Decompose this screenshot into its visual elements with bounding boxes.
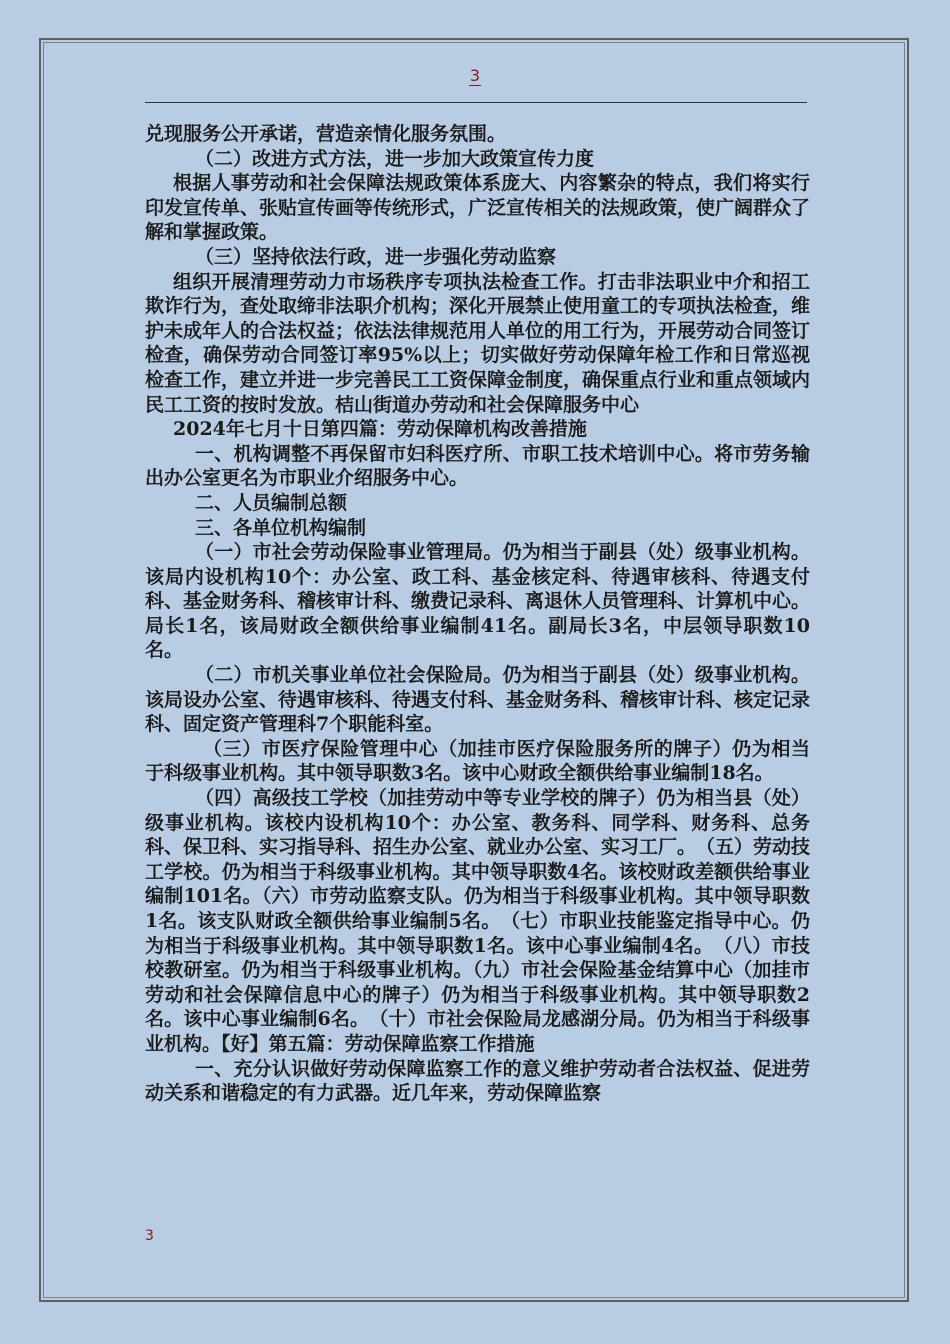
paragraph: 根据人事劳动和社会保障法规政策体系庞大、内容繁杂的特点，我们将实行印发宣传单、张贴宣传画等传统形式，广泛宣传相关的法规政策，使广阔群众了解和掌握政策。 bbox=[145, 172, 811, 244]
section-heading: 二、人员编制总额 bbox=[195, 491, 348, 514]
header-page-number bbox=[0, 66, 950, 85]
document-body bbox=[145, 122, 810, 1106]
header-page-number-text: 3 bbox=[469, 66, 481, 85]
section-heading: 三、各单位机构编制 bbox=[195, 516, 367, 539]
article-title: 2024年七月十日第四篇：劳动保障机构改善措施 bbox=[173, 418, 587, 441]
paragraph: （二）市机关事业单位社会保险局。仍为相当于副县（处）级事业机构。该局设办公室、待遇审核科、待遇支付科、基金财务科、稽核审计科、核定记录科、固定资产管理科7个职能科室。 bbox=[145, 664, 811, 736]
paragraph: 组织开展清理劳动力市场秩序专项执法检查工作。打击非法职业中介和招工欺诈行为，查处取缔非法职介机构；深化开展禁止使用童工的专项执法检查，维护未成年人的合法权益；依法法律规范用人单位的用工行为，开展劳动合同签订检查，确保劳动合同签订率95%以上；切实做好劳动保障年检工作和日常巡视检查工作，建立并进一步完善民工工资保障金制度，确保重点行业和重点领域内民工工资的按时发放。桔山街道办劳动和社会保障服务中心 bbox=[145, 270, 811, 416]
paragraph: （一）市社会劳动保险事业管理局。仍为相当于副县（处）级事业机构。该局内设机构10个：办公室、政工科、基金核定科、待遇审核科、待遇支付科、基金财务科、稽核审计科、缴费记录科、离退休人员管理科、计算机中心。局长1名，该局财政全额供给事业编制41名。副局长3名，中层领导职数10名。 bbox=[145, 541, 811, 662]
paragraph: 一、充分认识做好劳动保障监察工作的意义维护劳动者合法权益、促进劳动关系和谐稳定的有力武器。近几年来，劳动保障监察 bbox=[145, 1057, 810, 1105]
section-heading: （三）坚持依法行政，进一步强化劳动监察 bbox=[195, 245, 557, 268]
paragraph: （三）市医疗保险管理中心（加挂市医疗保险服务所的牌子）仍为相当于科级事业机构。其中领导职数3名。该中心财政全额供给事业编制18名。 bbox=[145, 737, 810, 785]
section-heading: （二）改进方式方法，进一步加大政策宣传力度 bbox=[195, 147, 595, 170]
paragraph: （四）高级技工学校（加挂劳动中等专业学校的牌子）仍为相当县（处）级事业机构。该校内设机构10个：办公室、教务科、同学科、财务科、总务科、保卫科、实习指导科、招生办公室、就业办公室、实习工厂。 （五）劳动技工学校。仍为相当于科级事业机构。其中领导职数4名。该校财政差额供给事业编制101名。（六）市劳动监察支队。仍为相当于科级事业机构。其中领导职数1名。该支队财政全额供给事业编制5名。 （七）市职业技能鉴定指导中心。仍为相当于科级事业机构。其中领导职数1名。该中心事业编制4名。 （八）市技校教研室。仍为相当于科级事业机构。（九）市社会保险基金结算中心（加挂市劳动和社会保障信息中心的牌子）仍为相当于科级事业机构。其中领导职数2名。该中心事业编制6名。 （十）市社会保险局龙感湖分局。仍为相当于科级事业机构。【好】第五篇：劳动保障监察工作措施 bbox=[145, 787, 811, 1055]
paragraph: 兑现服务公开承诺，营造亲情化服务氛围。 bbox=[145, 123, 507, 145]
paragraph: 一、机构调整不再保留市妇科医疗所、市职工技术培训中心。将市劳务输出办公室更名为市职业介绍服务中心。 bbox=[145, 442, 810, 490]
header-rule bbox=[145, 102, 807, 103]
footer-page-number: 3 bbox=[145, 1228, 154, 1244]
